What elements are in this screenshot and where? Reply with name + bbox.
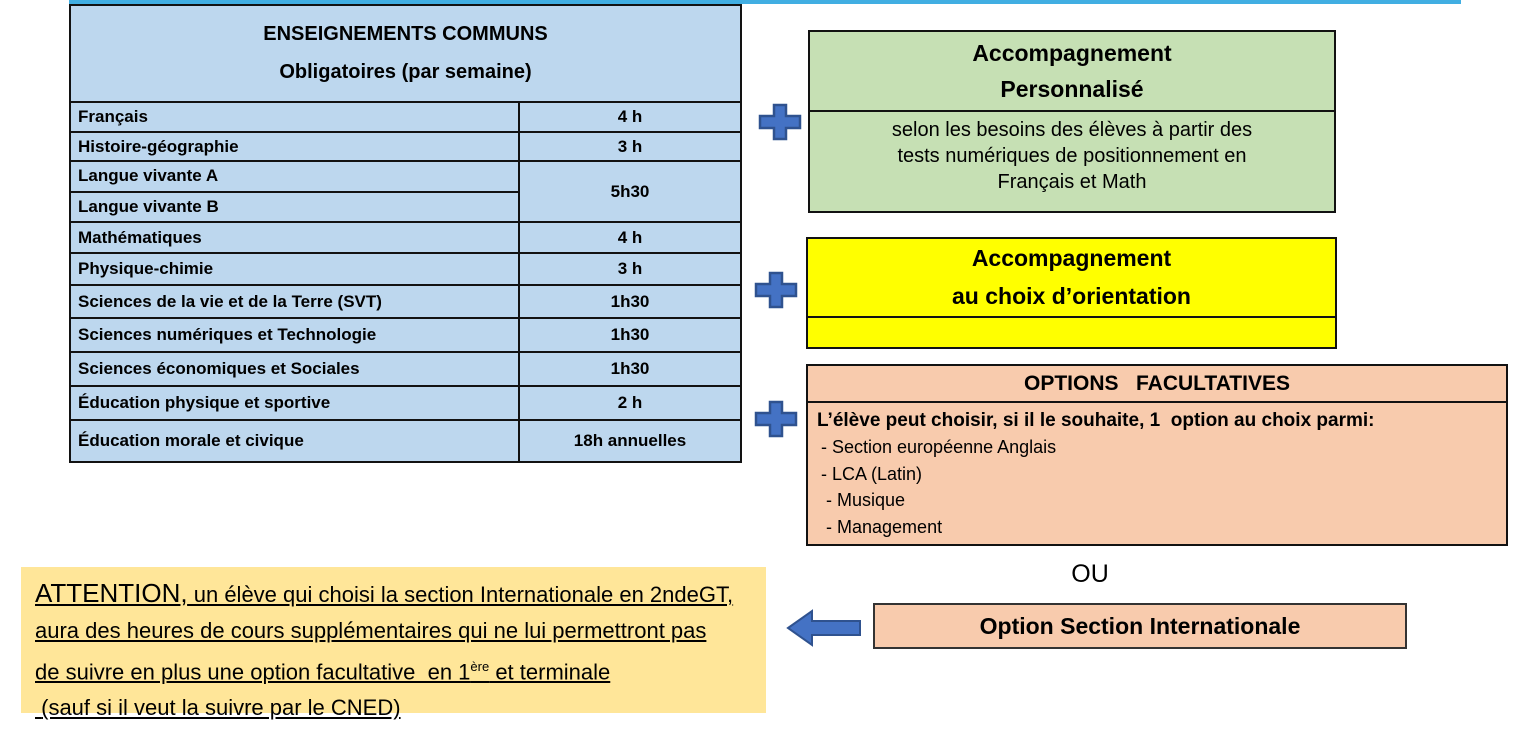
attention-line1 [35, 575, 752, 613]
option-item-management: - Management [821, 516, 943, 537]
green-box-header [810, 32, 1334, 112]
attention-line4: (sauf si il veut la suivre par le CNED) [35, 695, 401, 721]
attention-line2: aura des heures de cours supplémentaires qui ne lui permettront pas [35, 618, 707, 643]
green-box-title-line2: Personnalisé [1000, 75, 1144, 102]
subject-label: Langue vivante B [78, 196, 219, 216]
green-box-body-line3: Français et Math [997, 171, 1147, 193]
subject-label: Sciences numériques et Technologie [71, 319, 520, 351]
subject-hours: 18h annuelles [573, 431, 687, 450]
green-box-body-line2: tests numériques de positionnement en [897, 145, 1247, 167]
plus-icon [754, 270, 798, 310]
option-item-section-europeenne: - Section européenne Anglais [821, 437, 1057, 457]
options-box-intro: L’élève peut choisir, si il le souhaite, 1 option au choix parmi: [817, 410, 1375, 431]
yellow-box-title-line1: Accompagnement [971, 245, 1172, 271]
table-row-svt [71, 286, 740, 319]
table-row-physique-chimie [71, 254, 740, 286]
table-row-eps [71, 387, 740, 421]
attention-lead-word: ATTENTION, [35, 578, 188, 608]
table-title-line1: ENSEIGNEMENTS COMMUNS [263, 23, 548, 45]
left-arrow-icon [785, 606, 863, 650]
subject-hours: 4 h [617, 227, 643, 247]
plus-icon [758, 102, 802, 142]
ou-label: OU [1071, 560, 1109, 588]
subject-label: Éducation physique et sportive [71, 387, 520, 419]
attention-line3 [35, 649, 752, 690]
subject-label: Français [71, 103, 520, 131]
subject-label: Éducation morale et civique [71, 421, 520, 461]
yellow-box-header [808, 239, 1335, 318]
accompagnement-orientation-box [806, 237, 1337, 349]
subject-hours: 1h30 [610, 291, 650, 311]
subjects-table [69, 4, 742, 463]
option-section-internationale-box [873, 603, 1407, 649]
subject-label: Langue vivante A [71, 162, 518, 193]
table-row-histoire-geographie [71, 133, 740, 162]
subject-hours: 4 h [617, 107, 643, 126]
table-row-sciences-numeriques [71, 319, 740, 353]
subject-hours: 1h30 [610, 325, 650, 344]
attention-line3-pre: de suivre en plus une option facultative en 1 [35, 659, 471, 685]
green-box-title-line1: Accompagnement [972, 39, 1172, 66]
subject-label: Physique-chimie [71, 254, 520, 284]
subject-label: Mathématiques [71, 223, 520, 252]
table-row-langues-vivantes [71, 162, 740, 223]
subject-hours: 1h30 [610, 359, 650, 378]
options-facultatives-box [806, 364, 1508, 546]
table-header [71, 6, 740, 103]
options-box-title: OPTIONS FACULTATIVES [808, 366, 1506, 403]
option-item-lca-latin: - LCA (Latin) [821, 463, 923, 484]
attention-line3-superscript: ère [470, 659, 490, 674]
green-box-body-line1: selon les besoins des élèves à partir des [891, 119, 1253, 141]
attention-box [21, 567, 766, 721]
accompagnement-personnalise-box [808, 30, 1336, 213]
attention-line3-post: et terminale [489, 659, 611, 685]
subject-hours: 2 h [617, 393, 643, 412]
option-section-internationale-label: Option Section Internationale [979, 612, 1301, 639]
subject-hours: 5h30 [610, 181, 650, 201]
subject-hours: 3 h [617, 136, 643, 156]
subject-label: Sciences de la vie et de la Terre (SVT) [71, 286, 520, 317]
option-item-musique: - Musique [821, 490, 906, 510]
table-row-emc [71, 421, 740, 461]
subject-label: Sciences économiques et Sociales [71, 353, 520, 385]
green-box-body [810, 112, 1334, 195]
subject-hours: 3 h [617, 259, 643, 278]
yellow-box-title-line2: au choix d’orientation [952, 283, 1191, 309]
table-title-line2: Obligatoires (par semaine) [279, 61, 532, 83]
attention-line1-rest: un élève qui choisi la section Internationale en 2ndeGT, [187, 582, 734, 607]
table-row-mathematiques [71, 223, 740, 254]
subject-label: Histoire-géographie [71, 133, 520, 160]
plus-icon [754, 399, 798, 439]
table-row-sciences-economiques [71, 353, 740, 387]
table-row-francais [71, 103, 740, 133]
merged-label-column [71, 162, 520, 221]
